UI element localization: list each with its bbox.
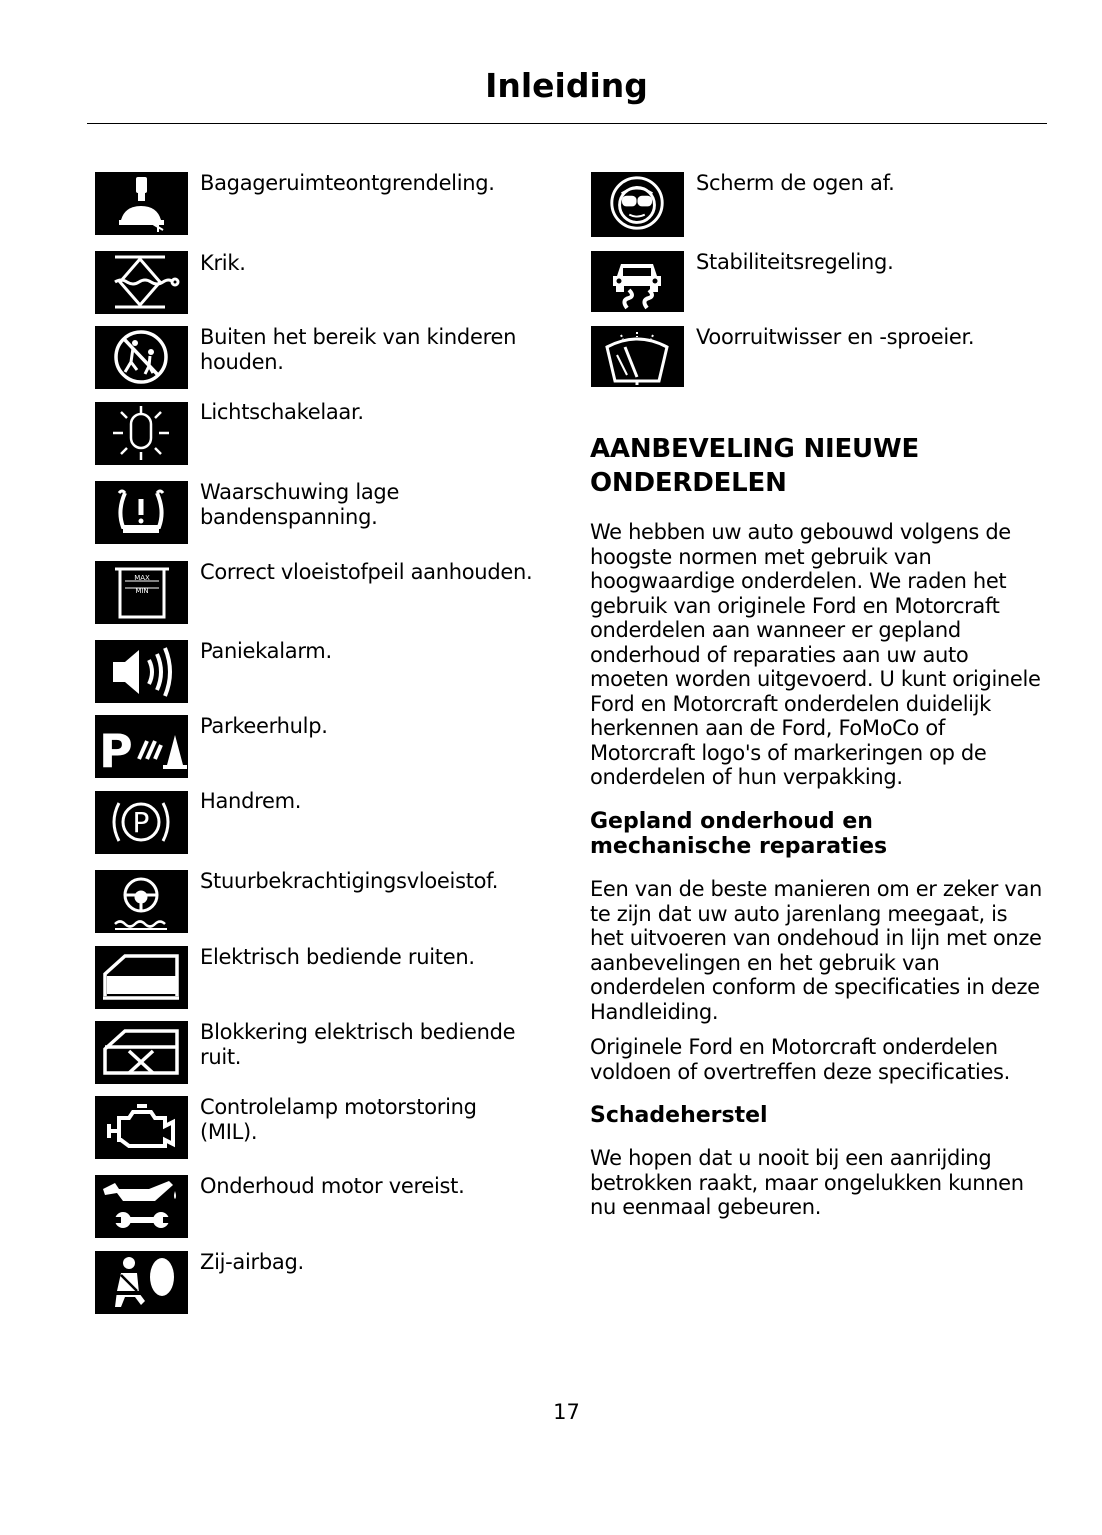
symbol-label: Bagageruimteontgrendeling. [200, 171, 495, 195]
symbol-label: Elektrisch bediende ruiten. [200, 945, 475, 969]
symbol-label: Stuurbekrachtigingsvloeistof. [200, 869, 499, 893]
symbol-label: Controlelamp motorstoring (MIL). [200, 1095, 477, 1144]
symbol-label: Lichtschakelaar. [200, 400, 364, 424]
maintenance-paragraph-1: Een van de beste manieren om er zeker van te zijn dat uw auto jarenlang meegaat, is het uitvoeren van ondehoud in lijn met onze aanbevelingen en het gebruik van onderdelen conform de specificaties in deze Handleiding. [590, 877, 1042, 1024]
side-airbag-icon [95, 1251, 188, 1314]
panic-alarm-icon [95, 640, 188, 703]
symbol-label: Scherm de ogen af. [696, 171, 895, 195]
stability-control-icon [591, 251, 684, 312]
maintenance-paragraph-2: Originele Ford en Motorcraft onderdelen voldoen of overtreffen deze specificaties. [590, 1035, 1010, 1084]
tire-pressure-warning-icon [95, 481, 188, 544]
fluid-max-text: MAX [134, 574, 150, 582]
power-window-lockout-icon [95, 1021, 188, 1084]
symbol-label: Handrem. [200, 789, 302, 813]
keep-away-from-children-icon [95, 326, 188, 389]
fluid-level-icon [95, 561, 188, 624]
parking-p-text: P [99, 724, 133, 778]
jack-icon [95, 251, 188, 314]
subsection-title-maintenance: Gepland onderhoud en mechanische reparaties [590, 809, 888, 859]
symbol-label: Paniekalarm. [200, 639, 332, 663]
engine-service-icon [95, 1175, 188, 1238]
symbol-label: Voorruitwisser en -sproeier. [696, 325, 975, 349]
symbol-label: Krik. [200, 251, 246, 275]
power-window-icon [95, 946, 188, 1009]
subsection-title-repair: Schadeherstel [590, 1103, 768, 1128]
engine-malfunction-icon [95, 1096, 188, 1159]
symbol-label: Waarschuwing lage bandenspanning. [200, 480, 400, 529]
section-intro: We hebben uw auto gebouwd volgens de hoogste normen met gebruik van hoogwaardige onderdelen. We raden het gebruik van originele Ford en Motorcraft onderdelen aan wanneer er gepland onderhoud of reparaties aan uw auto moeten worden uitgevoerd. U kunt originele Ford en Motorcraft onderdelen duidelijk herkennen aan de Ford, FoMoCo of Motorcraft logo's of markeringen op de onderdelen of hun verpakking. [590, 520, 1041, 789]
light-switch-icon [95, 402, 188, 465]
eye-protection-icon [591, 172, 684, 237]
luggage-release-icon [95, 172, 188, 235]
handbrake-p-text: P [132, 806, 150, 839]
page-title: Inleiding [485, 66, 648, 105]
symbol-label: Onderhoud motor vereist. [200, 1174, 465, 1198]
symbol-label: Stabiliteitsregeling. [696, 250, 894, 274]
symbol-label: Blokkering elektrisch bediende ruit. [200, 1020, 516, 1069]
power-steering-fluid-icon [95, 870, 188, 933]
title-divider [87, 123, 1047, 124]
repair-paragraph: We hopen dat u nooit bij een aanrijding betrokken raakt, maar ongelukken kunnen nu eenmaal gebeuren. [590, 1146, 1024, 1219]
symbol-label: Buiten het bereik van kinderen houden. [200, 325, 517, 374]
parking-aid-icon [95, 715, 188, 778]
section-title: AANBEVELING NIEUWE ONDERDELEN [590, 434, 920, 498]
handbrake-icon [95, 791, 188, 854]
symbol-label: Zij-airbag. [200, 1250, 304, 1274]
symbol-label: Parkeerhulp. [200, 714, 328, 738]
symbol-label: Correct vloeistofpeil aanhouden. [200, 560, 533, 584]
fluid-min-text: MIN [135, 587, 149, 595]
page-number: 17 [553, 1400, 580, 1424]
windshield-wiper-icon [591, 326, 684, 387]
